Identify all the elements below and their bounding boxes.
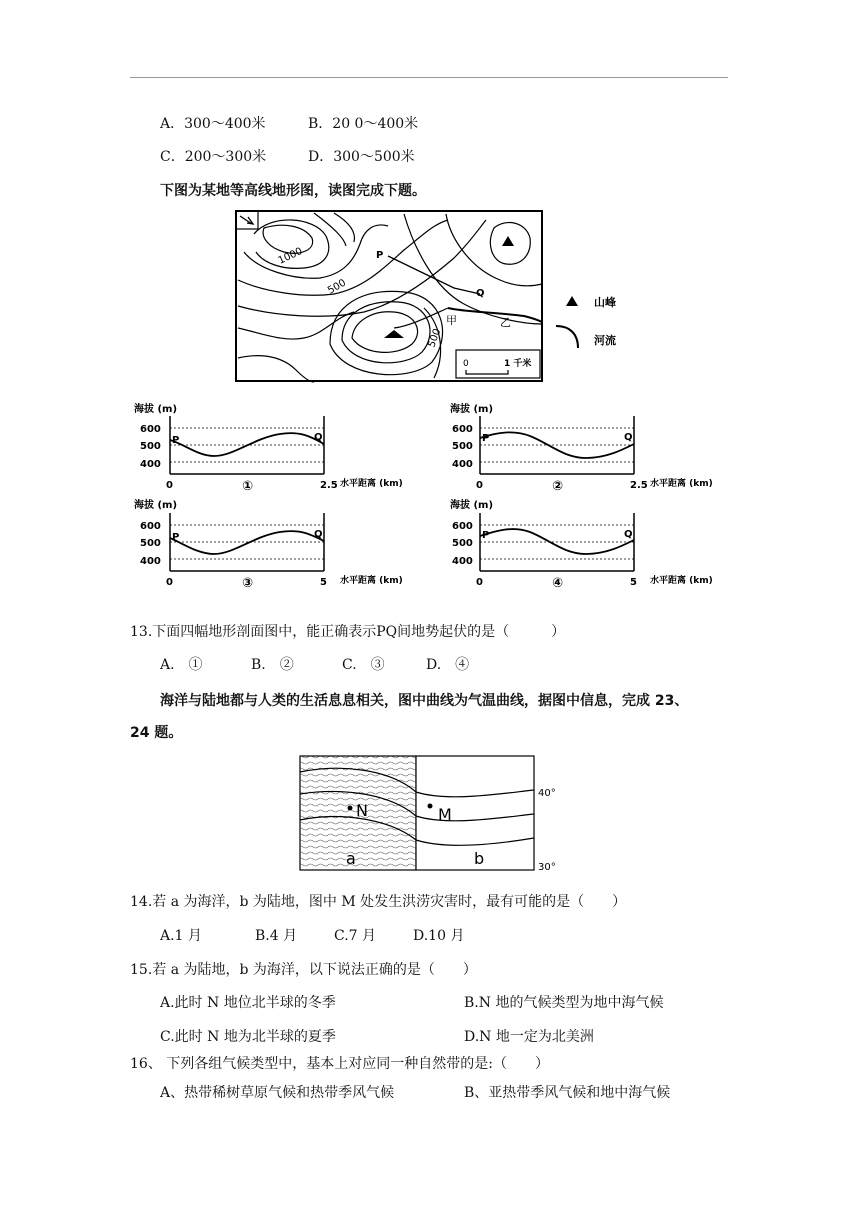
q16-stem: 16、 下列各组气候类型中，基本上对应同一种自然带的是:（ ）: [130, 1056, 549, 1072]
svg-text:0: 0: [166, 480, 173, 491]
option-a: A．300～400米: [160, 116, 266, 132]
svg-text:600: 600: [452, 521, 473, 532]
svg-text:P: P: [482, 433, 490, 444]
svg-text:水平距离 (km): 水平距离 (km): [340, 479, 403, 489]
label-500: 500: [326, 277, 349, 297]
svg-text:5: 5: [630, 577, 637, 588]
q15-stem: 15.若 a 为陆地，b 为海洋，以下说法正确的是（ ）: [130, 962, 477, 978]
label-1000: 1000: [276, 245, 305, 267]
q13-option-b: B. ②: [251, 657, 294, 673]
q14-option-c: C.7 月: [334, 928, 377, 944]
label-m: M: [438, 805, 452, 824]
svg-text:海拔 (m): 海拔 (m): [450, 404, 494, 415]
q16-option-b: B、亚热带季风气候和地中海气候: [464, 1085, 671, 1101]
svg-text:海拔 (m): 海拔 (m): [450, 500, 494, 511]
svg-text:500: 500: [140, 441, 161, 452]
q15-option-a: A.此时 N 地位北半球的冬季: [160, 995, 336, 1011]
q14-option-b: B.4 月: [255, 928, 298, 944]
profile-3: [134, 498, 403, 591]
profile-1: [134, 402, 403, 494]
header-rule: [130, 77, 728, 78]
point-m: [428, 804, 433, 809]
label-b: b: [474, 849, 485, 868]
svg-text:400: 400: [452, 556, 473, 567]
svg-text:P: P: [172, 435, 180, 446]
label-jia: 甲: [446, 314, 457, 327]
peak-icon: [384, 330, 404, 338]
lat-30: 30°: [538, 862, 556, 873]
q14-stem: 14.若 a 为海洋，b 为陆地，图中 M 处发生洪涝灾害时，最有可能的是（ ）: [130, 894, 627, 910]
svg-text:2.5: 2.5: [630, 480, 648, 491]
q13-stem: 13.下面四幅地形剖面图中，能正确表示PQ间地势起伏的是（ ）: [130, 624, 566, 640]
svg-text:水平距离 (km): 水平距离 (km): [650, 479, 713, 489]
svg-text:500: 500: [140, 538, 161, 549]
option-c: C．200～300米: [160, 149, 267, 165]
north-arrow-icon: [236, 211, 258, 229]
svg-text:500: 500: [452, 441, 473, 452]
q13-option-d: D. ④: [426, 657, 470, 673]
q14-option-d: D.10 月: [413, 928, 465, 944]
legend: [556, 295, 616, 348]
svg-text:水平距离 (km): 水平距离 (km): [340, 576, 403, 586]
label-q: Q: [476, 288, 485, 299]
svg-text:0: 0: [476, 577, 483, 588]
svg-text:②: ②: [552, 479, 564, 494]
point-n: [348, 806, 353, 811]
isotherm-diagram: [298, 754, 568, 878]
option-b: B．20 0～400米: [308, 116, 419, 132]
svg-text:600: 600: [140, 424, 161, 435]
peak-icon: [502, 236, 514, 246]
label-500: 500: [426, 327, 444, 350]
svg-text:1 千米: 1 千米: [504, 359, 532, 369]
svg-text:500: 500: [452, 538, 473, 549]
svg-text:Q: Q: [624, 432, 633, 443]
contour-map: [234, 208, 644, 386]
label-n: N: [356, 801, 368, 820]
svg-text:Q: Q: [314, 529, 323, 540]
svg-text:0: 0: [166, 577, 173, 588]
svg-text:④: ④: [552, 576, 564, 591]
intro-contour: 下图为某地等高线地形图，读图完成下题。: [160, 183, 426, 199]
lat-40: 40°: [538, 788, 556, 799]
profile-charts: [134, 398, 734, 598]
svg-text:③: ③: [242, 576, 254, 591]
q15-option-d: D.N 地一定为北美洲: [464, 1029, 594, 1045]
svg-text:400: 400: [140, 556, 161, 567]
river-legend-icon: [556, 326, 578, 348]
svg-text:600: 600: [452, 424, 473, 435]
peak-legend-icon: [566, 296, 578, 306]
svg-text:①: ①: [242, 479, 254, 494]
svg-text:海拔 (m): 海拔 (m): [134, 500, 178, 511]
svg-text:400: 400: [452, 459, 473, 470]
q16-option-a: A、热带稀树草原气候和热带季风气候: [160, 1085, 395, 1101]
q14-option-a: A.1 月: [160, 928, 202, 944]
q15-option-b: B.N 地的气候类型为地中海气候: [464, 995, 664, 1011]
svg-text:0: 0: [463, 359, 469, 369]
label-a: a: [346, 849, 356, 868]
svg-text:2.5: 2.5: [320, 480, 338, 491]
svg-text:Q: Q: [624, 529, 633, 540]
intro-isotherm: 海洋与陆地都与人类的生活息息相关，图中曲线为气温曲线，据图中信息，完成 23、: [160, 693, 689, 709]
option-d: D．300～500米: [308, 149, 415, 165]
intro-isotherm-cont: 24 题。: [130, 725, 183, 741]
svg-text:600: 600: [140, 521, 161, 532]
svg-text:P: P: [482, 530, 490, 541]
scale-bar: [456, 350, 540, 378]
q13-option-c: C. ③: [342, 657, 385, 673]
svg-text:0: 0: [476, 480, 483, 491]
svg-text:海拔 (m): 海拔 (m): [134, 404, 178, 415]
legend-peak: 山峰: [594, 296, 616, 309]
svg-text:Q: Q: [314, 432, 323, 443]
river-line: [448, 308, 542, 322]
label-yi: 乙: [500, 316, 511, 329]
svg-text:5: 5: [320, 577, 327, 588]
legend-river: 河流: [594, 334, 616, 347]
svg-text:P: P: [172, 532, 180, 543]
profile-2: [450, 402, 713, 494]
svg-text:400: 400: [140, 459, 161, 470]
label-p: P: [376, 250, 384, 261]
q15-option-c: C.此时 N 地为北半球的夏季: [160, 1029, 336, 1045]
svg-text:水平距离 (km): 水平距离 (km): [650, 576, 713, 586]
profile-4: [450, 498, 713, 591]
q13-option-a: A. ①: [160, 657, 203, 673]
